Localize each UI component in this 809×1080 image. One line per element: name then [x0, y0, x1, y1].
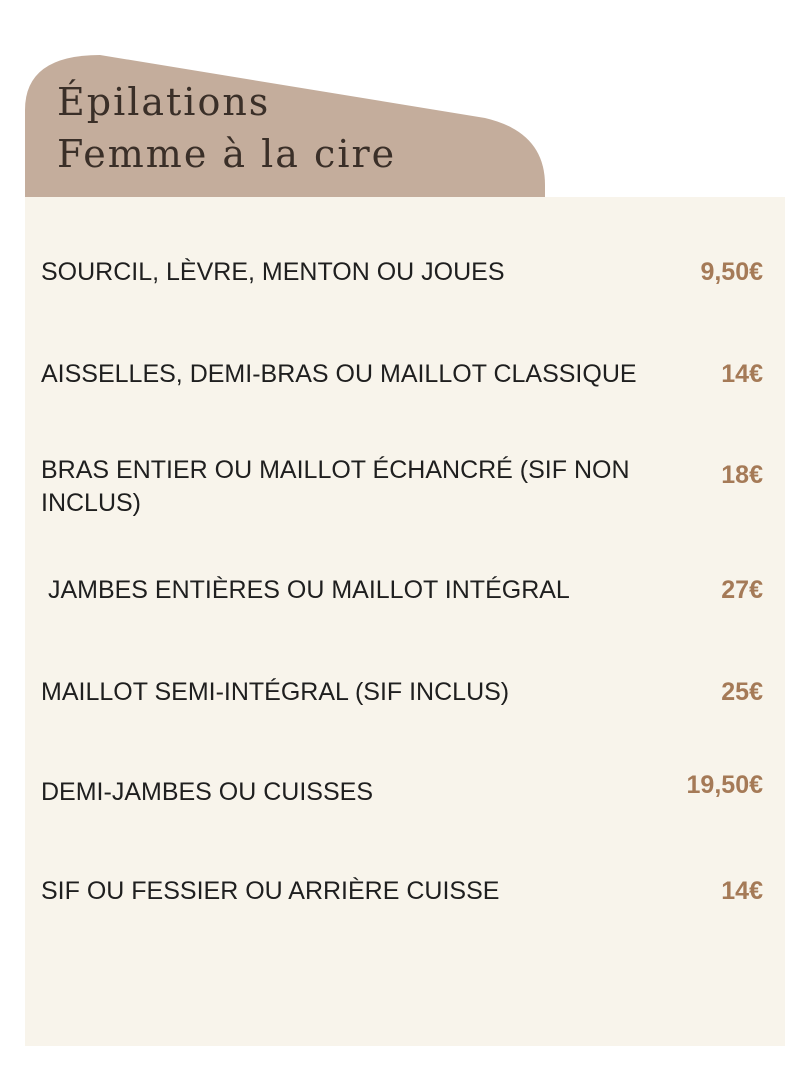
- price-row-maillot-semi: [41, 676, 763, 709]
- price-row-bras-entier: [41, 454, 763, 520]
- item-price: 27€: [721, 576, 763, 604]
- page-title: [57, 76, 396, 180]
- item-price: 19,50€: [686, 771, 763, 799]
- item-price: 14€: [721, 360, 763, 388]
- price-row-sourcil: [41, 256, 763, 289]
- item-label: SOURCIL, LÈVRE, MENTON OU JOUES: [41, 258, 505, 286]
- title-line-2: Femme à la cire: [57, 132, 397, 176]
- price-row-demi-jambes: [41, 771, 763, 809]
- item-price: 18€: [721, 461, 763, 489]
- title-tab: [25, 0, 545, 198]
- price-row-jambes-entieres: [41, 574, 763, 607]
- price-row-aisselles: [41, 358, 763, 391]
- price-row-sif: [41, 875, 763, 908]
- item-label: MAILLOT SEMI-INTÉGRAL (SIF INCLUS): [41, 678, 510, 706]
- item-price: 25€: [721, 678, 763, 706]
- item-price: 14€: [721, 877, 763, 905]
- item-label: JAMBES ENTIÈRES OU MAILLOT INTÉGRAL: [41, 576, 570, 604]
- item-price: 9,50€: [700, 258, 763, 286]
- price-panel: [25, 197, 785, 1046]
- item-label: AISSELLES, DEMI-BRAS OU MAILLOT CLASSIQUE: [41, 360, 637, 388]
- title-line-1: Épilations: [57, 80, 271, 124]
- item-label: DEMI-JAMBES OU CUISSES: [41, 778, 373, 806]
- item-label: BRAS ENTIER OU MAILLOT ÉCHANCRÉ (SIF NON INCLUS): [41, 456, 630, 517]
- item-label: SIF OU FESSIER OU ARRIÈRE CUISSE: [41, 877, 500, 905]
